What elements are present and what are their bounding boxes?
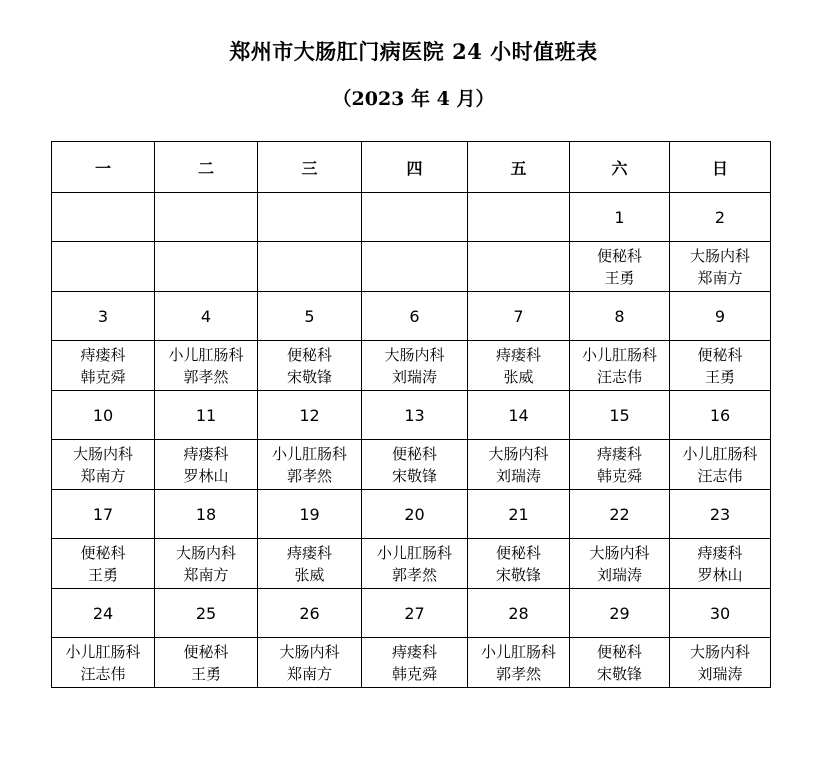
department-name: 大肠内科 (175, 543, 236, 562)
duty-cell (52, 638, 155, 688)
date-cell (468, 193, 570, 242)
duty-cell (155, 341, 258, 391)
date-cell: 24 (52, 589, 155, 638)
doctor-name: 汪志伟 (80, 664, 126, 683)
duty-cell (468, 638, 570, 688)
duty-cell (155, 539, 258, 589)
doctor-name: 刘瑞涛 (391, 367, 437, 386)
duty-row (52, 539, 771, 589)
duty-cell (570, 242, 670, 292)
date-cell: 7 (468, 292, 570, 341)
date-cell: 27 (362, 589, 468, 638)
duty-row (52, 242, 771, 292)
doctor-name: 刘瑞涛 (697, 664, 743, 683)
doctor-name: 刘瑞涛 (596, 565, 642, 584)
calendar-body (52, 193, 771, 688)
department-name: 大肠内科 (689, 642, 750, 661)
date-cell: 8 (570, 292, 670, 341)
date-row (52, 193, 771, 242)
date-cell: 4 (155, 292, 258, 341)
duty-cell (258, 539, 362, 589)
duty-cell (670, 539, 771, 589)
doctor-name: 郑南方 (80, 466, 126, 485)
doctor-name: 王勇 (704, 367, 735, 386)
doctor-name: 郭孝然 (391, 565, 437, 584)
duty-cell (52, 242, 155, 292)
duty-cell (468, 242, 570, 292)
doctor-name: 韩克舜 (80, 367, 126, 386)
weekday-header: 一 (52, 142, 155, 193)
duty-cell (468, 539, 570, 589)
doctor-name: 汪志伟 (596, 367, 642, 386)
doctor-name: 罗林山 (183, 466, 229, 485)
date-cell: 16 (670, 391, 771, 440)
date-cell: 6 (362, 292, 468, 341)
department-name: 便秘科 (596, 642, 642, 661)
duty-cell (570, 638, 670, 688)
department-name: 小儿肛肠科 (168, 345, 244, 364)
date-cell: 9 (670, 292, 771, 341)
date-cell: 12 (258, 391, 362, 440)
doctor-name: 郭孝然 (286, 466, 332, 485)
date-cell: 20 (362, 490, 468, 539)
doctor-name: 郑南方 (183, 565, 229, 584)
date-row (52, 589, 771, 638)
duty-row (52, 341, 771, 391)
date-cell (362, 193, 468, 242)
doctor-name: 韩克舜 (596, 466, 642, 485)
duty-cell (258, 341, 362, 391)
department-name: 大肠内科 (279, 642, 340, 661)
date-cell: 1 (570, 193, 670, 242)
department-name: 小儿肛肠科 (376, 543, 452, 562)
department-name: 痔瘘科 (391, 642, 437, 661)
duty-cell (258, 638, 362, 688)
date-cell: 21 (468, 490, 570, 539)
doctor-name: 刘瑞涛 (495, 466, 541, 485)
date-cell: 29 (570, 589, 670, 638)
date-cell: 26 (258, 589, 362, 638)
doctor-name: 郑南方 (286, 664, 332, 683)
date-cell: 18 (155, 490, 258, 539)
duty-cell (570, 341, 670, 391)
department-name: 痔瘘科 (183, 444, 229, 463)
date-cell: 14 (468, 391, 570, 440)
doctor-name: 汪志伟 (697, 466, 743, 485)
date-row (52, 490, 771, 539)
department-name: 大肠内科 (384, 345, 445, 364)
weekday-header: 三 (258, 142, 362, 193)
date-cell: 17 (52, 490, 155, 539)
date-cell: 11 (155, 391, 258, 440)
date-cell (258, 193, 362, 242)
date-cell: 22 (570, 490, 670, 539)
date-row (52, 292, 771, 341)
department-name: 小儿肛肠科 (271, 444, 347, 463)
duty-cell (362, 341, 468, 391)
duty-row (52, 440, 771, 490)
weekday-header: 日 (670, 142, 771, 193)
doctor-name: 郭孝然 (495, 664, 541, 683)
department-name: 大肠内科 (72, 444, 133, 463)
department-name: 痔瘘科 (495, 345, 541, 364)
doctor-name: 罗林山 (697, 565, 743, 584)
duty-cell (670, 341, 771, 391)
duty-cell (670, 638, 771, 688)
department-name: 小儿肛肠科 (480, 642, 556, 661)
weekday-header: 二 (155, 142, 258, 193)
department-name: 便秘科 (80, 543, 126, 562)
date-cell: 15 (570, 391, 670, 440)
doctor-name: 张威 (294, 565, 325, 584)
doctor-name: 王勇 (87, 565, 118, 584)
department-name: 小儿肛肠科 (682, 444, 758, 463)
weekday-header-row (52, 142, 771, 193)
department-name: 便秘科 (391, 444, 437, 463)
duty-cell (670, 440, 771, 490)
weekday-header: 六 (570, 142, 670, 193)
duty-cell (258, 242, 362, 292)
doctor-name: 张威 (503, 367, 534, 386)
department-name: 便秘科 (697, 345, 743, 364)
date-cell (155, 193, 258, 242)
date-cell: 25 (155, 589, 258, 638)
doctor-name: 宋敬锋 (495, 565, 541, 584)
duty-cell (155, 242, 258, 292)
duty-cell (52, 341, 155, 391)
doctor-name: 宋敬锋 (391, 466, 437, 485)
department-name: 大肠内科 (689, 246, 750, 265)
date-cell: 30 (670, 589, 771, 638)
date-row (52, 391, 771, 440)
duty-cell (362, 638, 468, 688)
duty-schedule-table (51, 141, 771, 688)
duty-cell (570, 440, 670, 490)
duty-cell (570, 539, 670, 589)
weekday-header: 四 (362, 142, 468, 193)
duty-cell (52, 440, 155, 490)
department-name: 小儿肛肠科 (65, 642, 141, 661)
department-name: 痔瘘科 (80, 345, 126, 364)
duty-cell (670, 242, 771, 292)
page-title: 郑州市大肠肛门病医院 24 小时值班表 (229, 39, 598, 64)
department-name: 便秘科 (495, 543, 541, 562)
doctor-name: 宋敬锋 (286, 367, 332, 386)
page-subtitle: （2023 年 4 月） (332, 88, 495, 110)
department-name: 痔瘘科 (596, 444, 642, 463)
department-name: 痔瘘科 (286, 543, 332, 562)
duty-cell (362, 440, 468, 490)
department-name: 便秘科 (596, 246, 642, 265)
department-name: 大肠内科 (589, 543, 650, 562)
department-name: 便秘科 (183, 642, 229, 661)
doctor-name: 王勇 (604, 268, 635, 287)
department-name: 便秘科 (286, 345, 332, 364)
doctor-name: 郑南方 (697, 268, 743, 287)
duty-cell (468, 341, 570, 391)
date-cell: 13 (362, 391, 468, 440)
date-cell: 2 (670, 193, 771, 242)
date-cell: 28 (468, 589, 570, 638)
duty-row (52, 638, 771, 688)
date-cell: 10 (52, 391, 155, 440)
duty-cell (52, 539, 155, 589)
doctor-name: 韩克舜 (391, 664, 437, 683)
date-cell: 23 (670, 490, 771, 539)
date-cell (52, 193, 155, 242)
department-name: 痔瘘科 (697, 543, 743, 562)
duty-cell (258, 440, 362, 490)
weekday-header: 五 (468, 142, 570, 193)
duty-cell (468, 440, 570, 490)
doctor-name: 宋敬锋 (596, 664, 642, 683)
date-cell: 5 (258, 292, 362, 341)
doctor-name: 王勇 (190, 664, 221, 683)
department-name: 小儿肛肠科 (581, 345, 657, 364)
duty-cell (155, 440, 258, 490)
duty-cell (155, 638, 258, 688)
doctor-name: 郭孝然 (183, 367, 229, 386)
date-cell: 3 (52, 292, 155, 341)
duty-cell (362, 539, 468, 589)
department-name: 大肠内科 (488, 444, 549, 463)
duty-cell (362, 242, 468, 292)
date-cell: 19 (258, 490, 362, 539)
